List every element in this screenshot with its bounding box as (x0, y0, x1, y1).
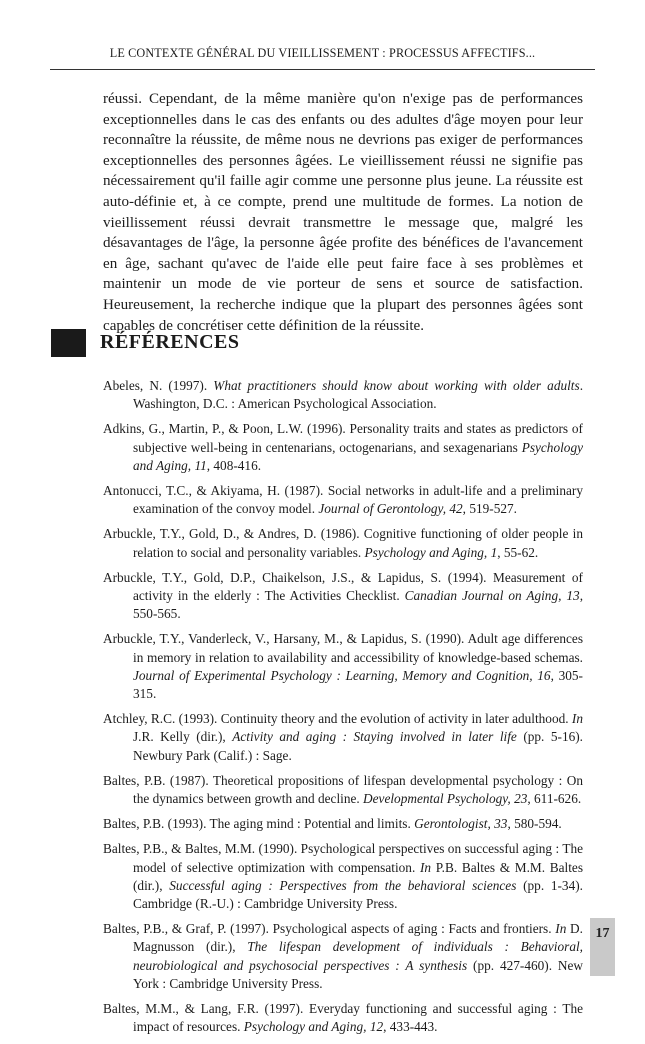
reference-text: , 550-565. (133, 588, 584, 622)
reference-title: In (571, 711, 583, 727)
reference-text: , 519-527. (462, 501, 517, 517)
reference-text: (pp. 5-16). Newbury Park (Calif.) : Sage. (133, 729, 584, 763)
page-number-tab (590, 918, 615, 976)
reference-item (103, 772, 583, 808)
reference-title: What practitioners should know about working with older adults (213, 378, 580, 393)
reference-title: Successful aging : Perspectives from the behavioral sciences (169, 877, 517, 893)
reference-item (103, 569, 583, 624)
reference-title: Gerontologist, 33 (414, 816, 508, 832)
reference-title: Journal of Experimental Psychology : Learning, Memory and Cognition, 16 (133, 667, 551, 683)
reference-text: Baltes, P.B., & Baltes, M.M. (1990). Psychological perspectives on successful aging : The model of selective optimization with compensation. (103, 841, 583, 875)
reference-text: Arbuckle, T.Y., Gold, D., & Andres, D. (1986). Cognitive functioning of older people in relation to social and personality variables. (103, 526, 583, 560)
reference-text: P.B. Baltes & M.M. Baltes (dir.), (133, 859, 583, 893)
reference-item (103, 710, 583, 765)
reference-text: J.R. Kelly (dir.), (133, 729, 233, 745)
reference-title: In (419, 859, 432, 875)
reference-item (103, 630, 583, 703)
reference-title: Psychology and Aging, 1 (364, 544, 498, 560)
reference-item (103, 377, 583, 413)
reference-text: Baltes, P.B. (1993). The aging mind : Potential and limits. (103, 816, 415, 832)
reference-list (103, 377, 583, 1044)
reference-item (103, 920, 583, 993)
reference-text: Abeles, N. (1997). (103, 378, 214, 393)
reference-text: Adkins, G., Martin, P., & Poon, L.W. (1996). Personality traits and states as predictors of subjective well-being in centenarians, octogenarians, and sexagenarians (103, 421, 583, 455)
reference-item (103, 815, 583, 833)
reference-text: (pp. 427-460). New York : Cambridge University Press. (133, 957, 583, 991)
reference-item (103, 482, 583, 518)
reference-title: Activity and aging : Staying involved in later life (232, 729, 517, 745)
reference-text: , 433-443. (383, 1019, 438, 1035)
reference-title: Psychology and Aging, 12 (243, 1019, 384, 1035)
reference-text: Baltes, P.B., & Graf, P. (1997). Psychological aspects of aging : Facts and frontiers. (103, 921, 556, 937)
reference-text: Arbuckle, T.Y., Gold, D.P., Chaikelson, J.S., & Lapidus, S. (1994). Measurement of activity in the elderly : The Activities Checklist. (103, 569, 583, 604)
reference-text: Baltes, M.M., & Lang, F.R. (1997). Everyday functioning and successful aging : The impact of resources. (103, 1001, 583, 1035)
reference-text: . Washington, D.C. : American Psychological Association. (133, 378, 584, 412)
reference-text: , 408-416. (206, 457, 262, 473)
running-head: LE CONTEXTE GÉNÉRAL DU VIEILLISSEMENT : PROCESSUS AFFECTIFS... (109, 46, 536, 60)
reference-text: , 580-594. (507, 816, 562, 832)
reference-item (103, 1000, 583, 1036)
reference-text: Atchley, R.C. (1993). Continuity theory and the evolution of activity in later adulthood. (103, 711, 572, 727)
reference-text: , 305-315. (133, 667, 583, 702)
reference-title: Canadian Journal on Aging, 13 (404, 588, 580, 604)
reference-title: In (555, 921, 567, 937)
reference-item (103, 525, 583, 561)
reference-title: Psychology and Aging, 11 (133, 439, 583, 473)
reference-item (103, 840, 583, 913)
reference-title: Journal of Gerontology, 42 (318, 501, 463, 517)
reference-text: (pp. 1-34). Cambridge (R.-U.) : Cambridge University Press. (133, 877, 583, 912)
page-number: 17 (595, 926, 610, 941)
body-paragraph: réussi. Cependant, de la même manière qu'on n'exige pas de performances exceptionnelles dans le cas des enfants ou des adultes d'âge moyen pour leur reconnaître la réussite, de même nous ne devrions pas exiger de performances exceptionnelles des personnes âgées. Le vieillissement réussi ne signifie pas nécessairement qu'il faille agir comme une personne plus jeune. La réussite est auto-définie et, à ce compte, prend une multitude de formes. La notion de vieillissement réussi devrait transmettre le message que, malgré les désavantages de l'âge, la personne âgée profite des bénéfices de l'avancement en âge, sachant qu'avec de l'aide elle peut faire face à ses problèmes et maintenir un mode de vie porteur de sens et source de satisfaction. Heureusement, la recherche indique que la plupart des personnes âgées sont capables de concrétiser cette définition de la réussite. (103, 91, 583, 334)
reference-item (103, 420, 583, 475)
reference-text: Antonucci, T.C., & Akiyama, H. (1987). Social networks in adult-life and a preliminary examination of the convoy model. (103, 483, 583, 517)
section-title: RÉFÉRENCES (100, 331, 240, 353)
header-rule (50, 69, 595, 70)
reference-title: The lifespan development of individuals : Behavioral, neurobiological and psychosocial perspectives : A synthesis (133, 939, 583, 973)
section-marker (51, 329, 86, 357)
reference-text: Baltes, P.B. (1987). Theoretical propositions of lifespan developmental psychology : On the dynamics between growth and decline. (103, 772, 583, 807)
reference-text: Arbuckle, T.Y., Vanderleck, V., Harsany, M., & Lapidus, S. (1990). Adult age differences in memory in relation to availability and accessibility of knowledge-based schemas. (103, 631, 583, 665)
reference-text: , 55-62. (497, 544, 539, 560)
reference-text: , 611-626. (527, 791, 582, 807)
reference-text: D. Magnusson (dir.), (133, 921, 583, 955)
reference-title: Developmental Psychology, 23 (363, 791, 528, 807)
